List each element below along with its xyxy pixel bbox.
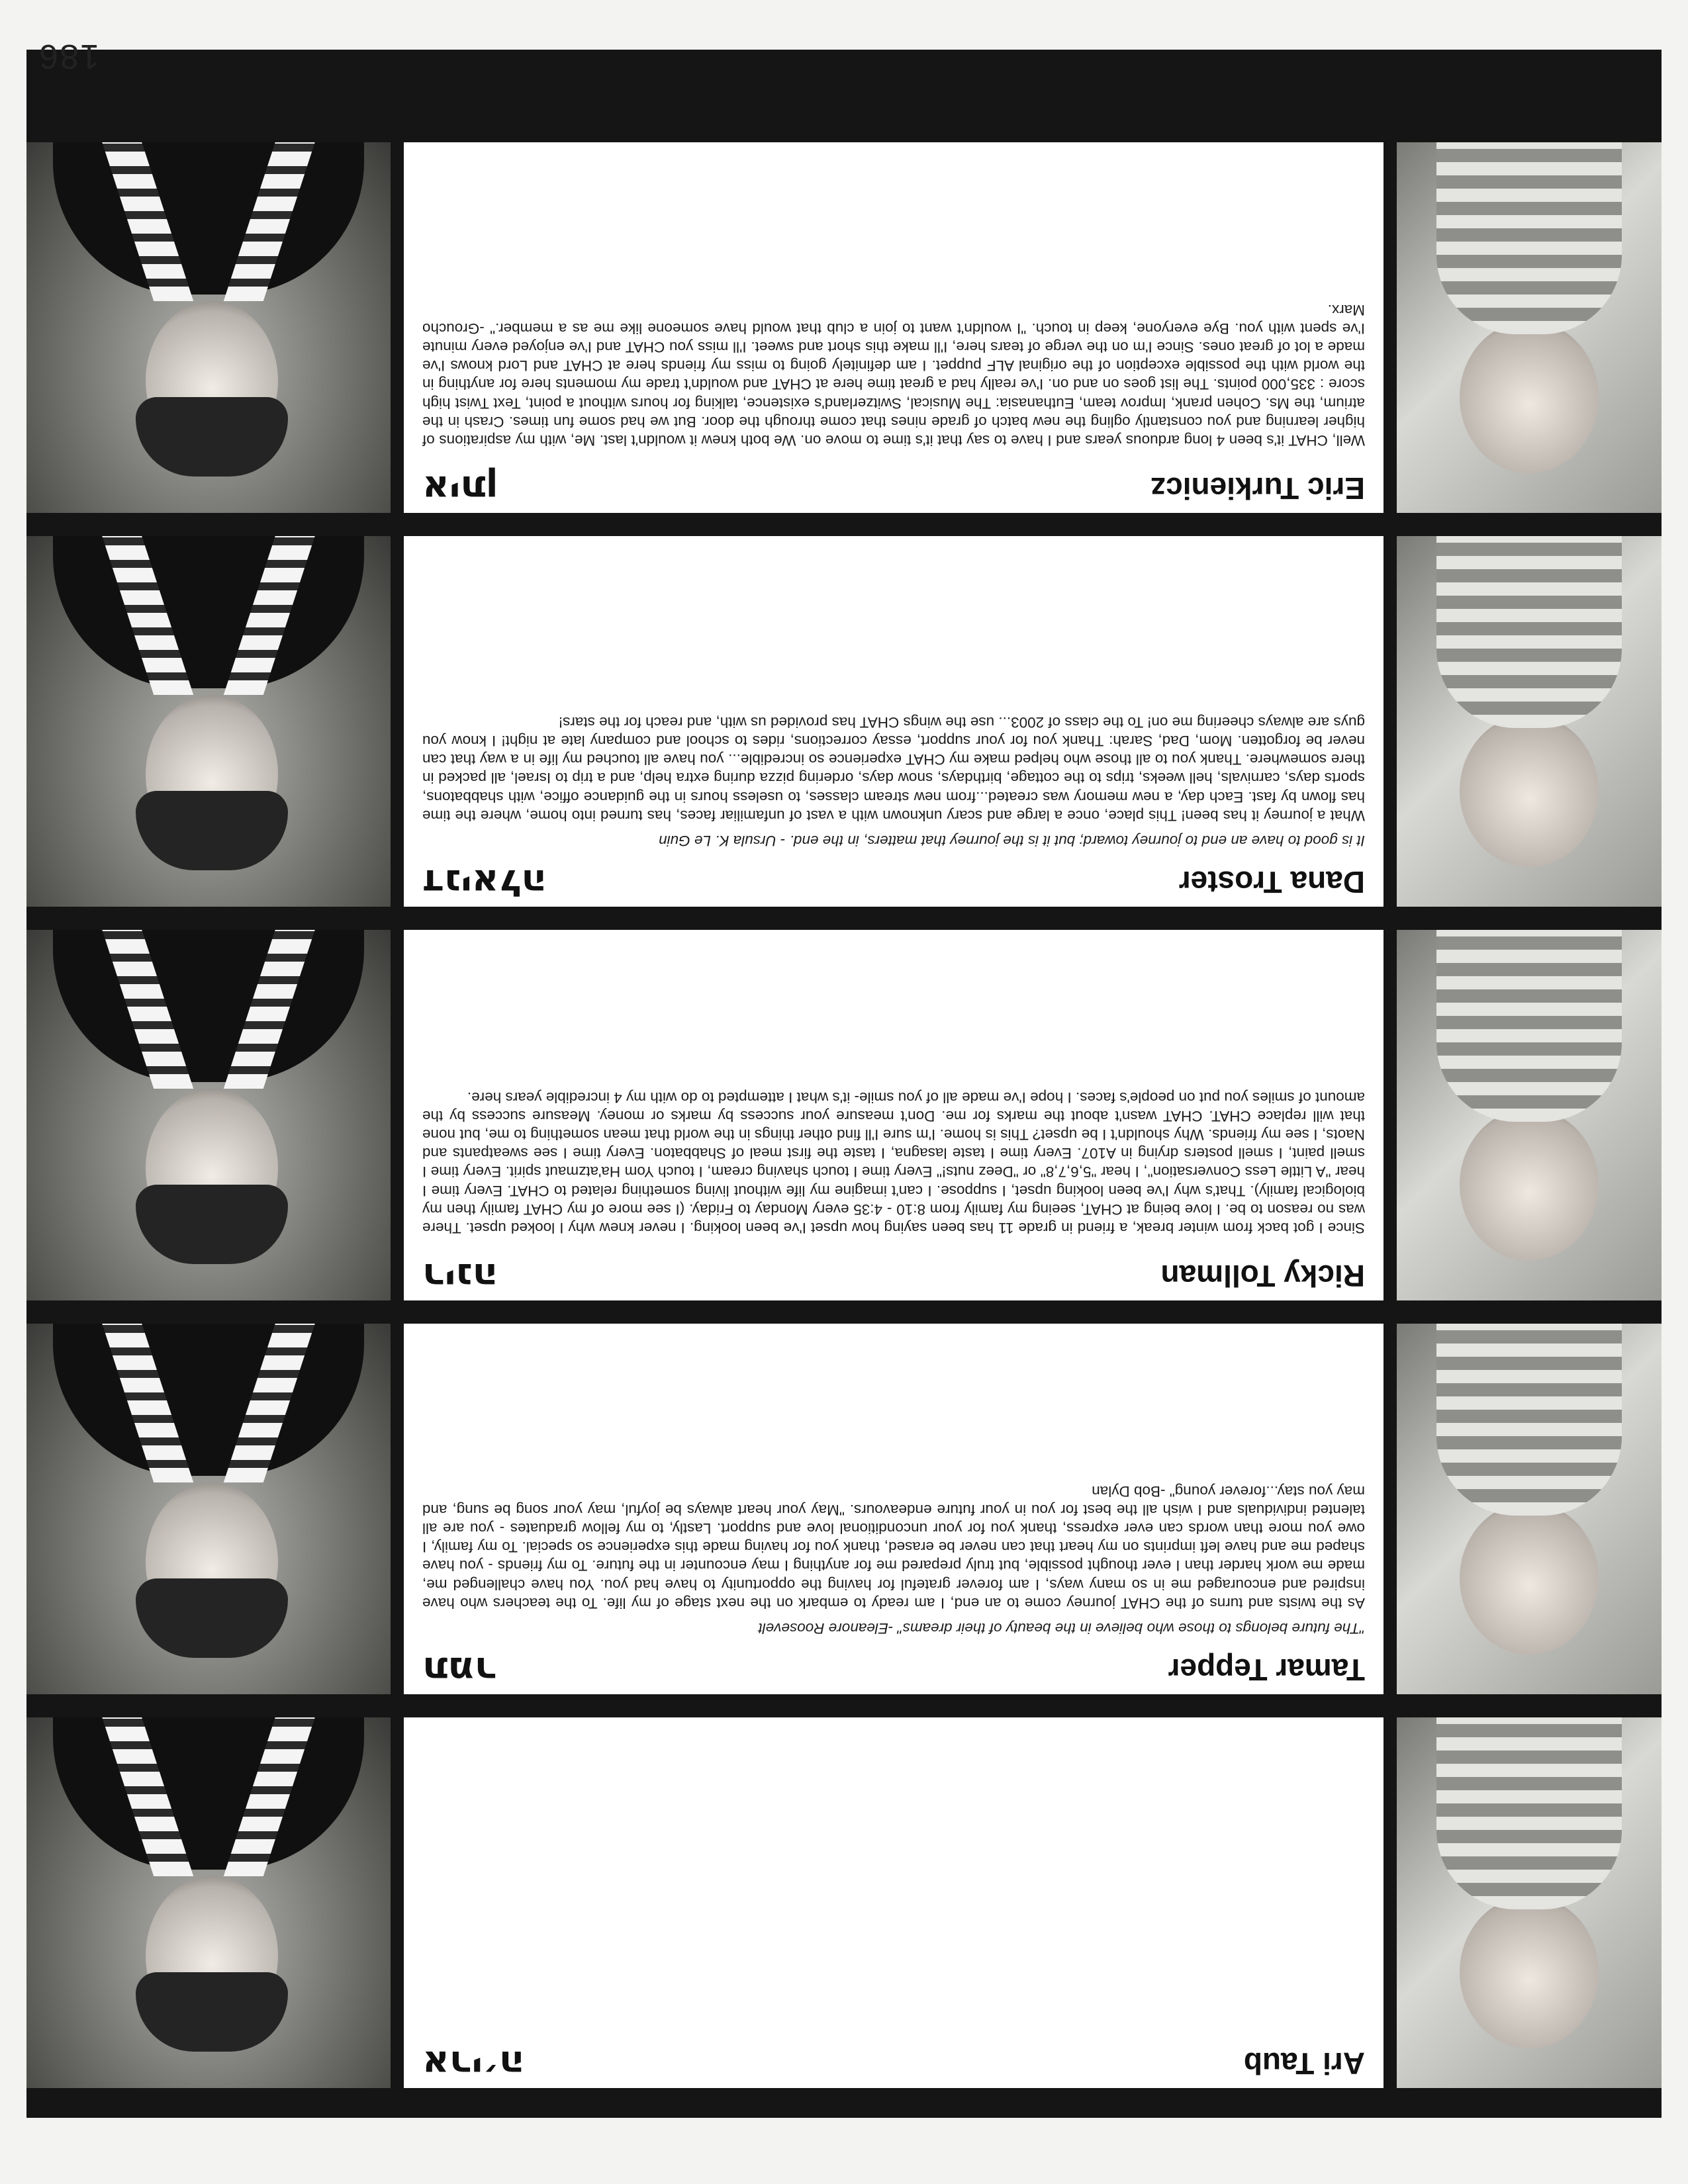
student-message <box>422 713 1365 850</box>
student-name: Ari Taub <box>1243 2046 1365 2081</box>
hebrew-name: ארי׳ה <box>422 2042 525 2085</box>
student-entry-ricky-tollman <box>26 930 1662 1300</box>
graduation-photo <box>26 536 391 907</box>
page-number: 186 <box>38 37 99 75</box>
hebrew-name: איתן <box>422 467 498 510</box>
student-message-body: Since I got back from winter break, a friend in grade 11 has been saying how upset I've been looking. I never knew why I looked upset. There was no reason to be. I love being at CHAT, seeing my family from 8:10 - 4:35 every Monday to Friday. (I see more of my CHAT family then my biological family). That's why I've been looking upset, I suppose. I can't imagine my life without living something related to CHAT. Every time I hear "A Little Less Conversation", I hear "5,6,7,8" or "Deez nuts!" Every time I touch shaving cream, I touch Yom Ha'atzmaut spirit. Every time I smell paint, I smell posters drying in A107. Every time I taste lasagna, I taste the first meal of Shabbaton. Every time I see sweatpants and Naots, I see my friends. Why shouldn't I be upset? This is home. I'm sure I'll find other things in the world that mean something to me, but none that will replace CHAT. CHAT wasn't about the marks for me. Don't measure your success by marks or money. Measure success by the amount of smiles you put on people's faces. I hope I've made all of you smile- it's what I attempted to do with my 4 incredible years here. <box>422 1089 1365 1236</box>
graduation-photo <box>26 142 391 513</box>
student-panel <box>404 1324 1383 1694</box>
student-name: Eric Turkienicz <box>1150 471 1365 506</box>
student-entry-tamar-tepper <box>26 1324 1662 1694</box>
baby-photo <box>1397 930 1662 1300</box>
student-name: Tamar Tepper <box>1168 1653 1365 1687</box>
student-name: Ricky Tollman <box>1160 1259 1365 1293</box>
hebrew-name: תמר <box>422 1649 497 1692</box>
student-entry-ari-taub <box>26 1717 1662 2088</box>
graduation-photo <box>26 1717 391 2088</box>
student-message <box>422 300 1365 456</box>
graduation-photo <box>26 1324 391 1694</box>
baby-photo <box>1397 1717 1662 2088</box>
student-entry-dana-troster <box>26 536 1662 907</box>
student-panel <box>404 536 1383 907</box>
student-quote: "The future belongs to those who believe in the beauty of their dreams" -Eleanore Roosevelt <box>758 1620 1365 1637</box>
student-panel <box>404 142 1383 513</box>
student-message <box>422 2025 1365 2031</box>
baby-photo <box>1397 536 1662 907</box>
student-message-body: Well, CHAT it's been 4 long arduous years and I have to say that it's time to move on. We both knew it wouldn't last. Me, with my aspirations of higher learning and you constantly ogling the new batch of grade nines that come through the door. But we had some fun times. Crash in the atrium, the Ms. Cohen prank, Improv team, Euthanasia: The Musical, Switzerland's existence, talking for hours without a point, Text Twist high score : 335,000 points. The list goes on and on. I've really had a great time here at CHAT and wouldn't trade my moments here for anything in the world with the possible exception of the original ALF puppet. I am definitely going to miss my friends here at CHAT and Lord knows I've made a lot of great ones. Since I'm on the verge of tears here, I'll make this short and sweet. I'll miss you CHAT and I've enjoyed every minute I've spent with you. Bye everyone, keep in touch. "I wouldn't want to join a club that would have someone like me as a member." -Groucho Marx. <box>422 301 1365 449</box>
student-quote: It is good to have an end to journey toward; but it is the journey that matters, in the end. - Ursula K. Le Guin <box>659 833 1365 849</box>
student-entry-eric-turkienicz <box>26 142 1662 513</box>
student-message <box>422 1481 1365 1637</box>
student-panel <box>404 930 1383 1300</box>
hebrew-name: דניאלה <box>422 861 547 904</box>
baby-photo <box>1397 1324 1662 1694</box>
student-name: Dana Troster <box>1178 865 1365 899</box>
student-message <box>422 1087 1365 1244</box>
student-message-body: What a journey it has been! This place, once a large and scary unknown with a vast of unfamiliar faces, has turned into home, where the time has flown by fast. Each day, a new memory was created...from new stream classes, to useless hours in the guidance office, with shabbatons, sports days, carnivals, hell weeks, trips to the cottage, birthdays, snow days, ordering pizza during extra help, and a trip to Israel, all packed in there somewhere. Thank you to all those who helped make my CHAT experience so incredible... you have all touched my life in a way that can never be forgotten. Mom, Dad, Sarah: Thank you for your support, essay corrections, rides to school and company late at night! I know you guys are always cheering me on! To the class of 2003... use the wings CHAT has provided us with, and reach for the stars! <box>422 713 1365 824</box>
baby-photo <box>1397 142 1662 513</box>
student-panel <box>404 1717 1383 2088</box>
graduation-photo <box>26 930 391 1300</box>
student-message-body: As the twists and turns of the CHAT journey come to an end, I am ready to embark on the next stage of my life. To the teachers who have inspired and encouraged me in so many ways, I am forever grateful for having the opportunity to have had you. You have challenged me, made me work harder than I ever thought possible, but truly prepared me for anything I may encounter in the future. To my friends - you have shaped me and have left imprints on my heart that can never be erased, thank you for having made this experience so special. To my family, I owe you more than words can ever express, thank you for your unconditional love and support. Lastly, to my fellow graduates - you are all talented individuals and I wish all the best for you in your future endeavours. "May your heart always be joyful, may your song be sung, and may you stay...forever young" -Bob Dylan <box>422 1482 1365 1612</box>
hebrew-name: רינה <box>422 1255 498 1298</box>
